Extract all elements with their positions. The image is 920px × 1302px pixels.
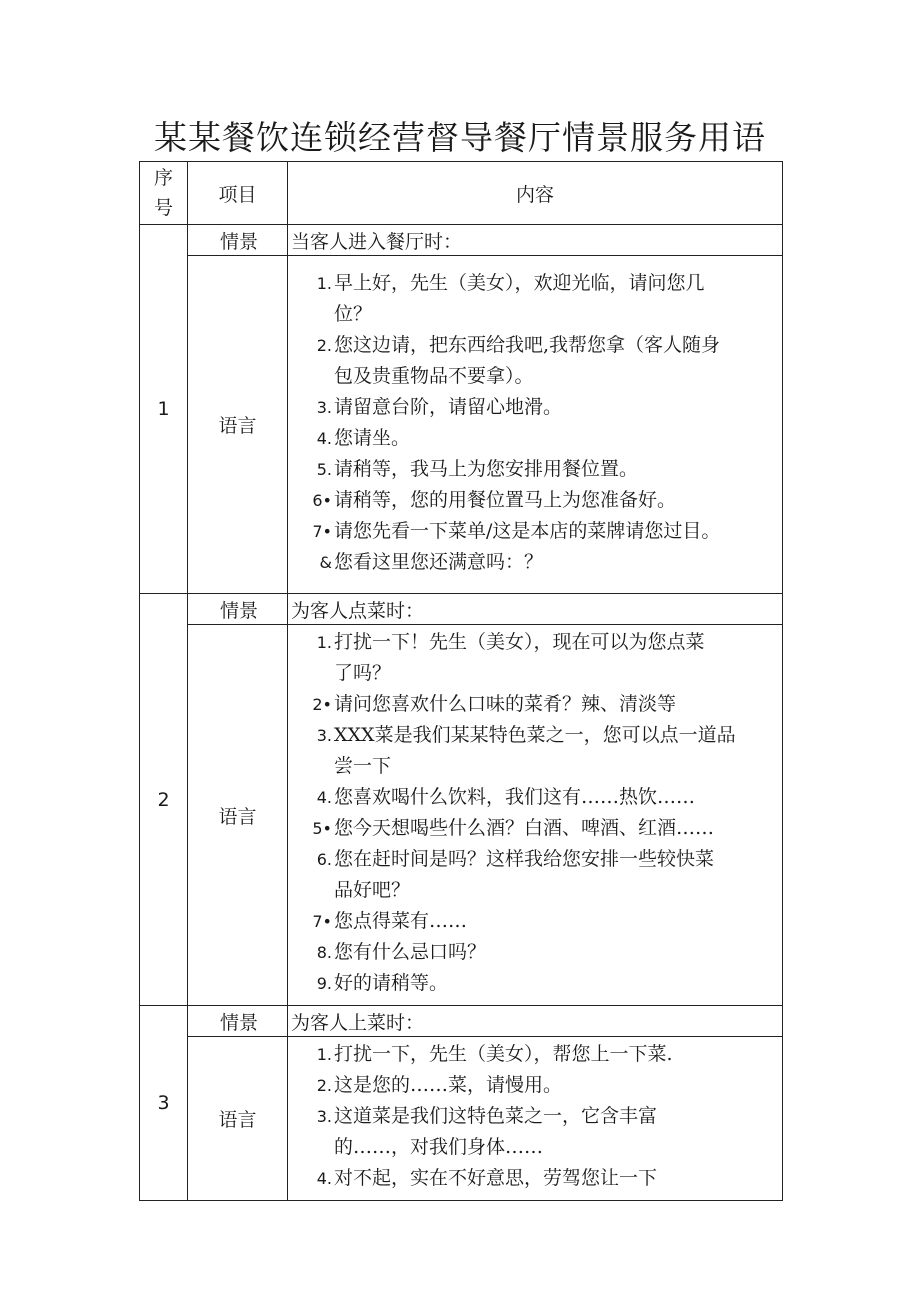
list-item: 3. XXX菜是我们某某特色菜之一，您可以点一道品 尝一下: [316, 724, 736, 777]
list-item: 1. 打扰一下！先生（美女），现在可以为您点菜 了吗？: [316, 631, 705, 684]
header-content: 内容: [288, 162, 783, 225]
table-row-scene: [140, 594, 783, 625]
scene-label: 情景: [188, 225, 288, 256]
table-row-scene: [140, 1006, 783, 1037]
header-number: 序 号: [140, 162, 188, 225]
language-label: 语言: [188, 1037, 288, 1201]
list-item: 6. 您在赶时间是吗？这样我给您安排一些较快菜 品好吧？: [316, 848, 715, 901]
list-item: 4. 您喜欢喝什么饮料，我们这有……热饮……: [316, 786, 696, 808]
scene-text: 当客人进入餐厅时：: [288, 225, 783, 256]
list-item: 3. 请留意台阶，请留心地滑。: [316, 396, 563, 418]
phrase-list: [288, 1037, 783, 1201]
header-project: 项目: [188, 162, 288, 225]
list-item: 4. 您请坐。: [316, 427, 411, 449]
language-label: 语言: [188, 625, 288, 1006]
list-item: 5. 请稍等，我马上为您安排用餐位置。: [316, 458, 639, 480]
document-title: 某某餐饮连锁经营督导餐厅情景服务用语: [154, 118, 766, 157]
table-row-language: [140, 256, 783, 594]
service-phrase-table: [139, 161, 783, 1201]
scene-label: 情景: [188, 1006, 288, 1037]
row-index: 2: [140, 594, 188, 1006]
language-label: 语言: [188, 256, 288, 594]
list-item: 2• 请问您喜欢什么口味的菜肴？辣、清淡等: [312, 693, 677, 715]
list-item: 2. 您这边请，把东西给我吧,我帮您拿（客人随身 包及贵重物品不要拿）。: [316, 334, 721, 387]
scene-text: 为客人点菜时：: [288, 594, 783, 625]
phrase-list: [288, 256, 783, 594]
list-item: 9. 好的请稍等。: [316, 972, 449, 994]
scene-label: 情景: [188, 594, 288, 625]
scene-text: 为客人上菜时：: [288, 1006, 783, 1037]
row-index: 1: [140, 225, 188, 594]
table-header-row: [140, 162, 783, 225]
list-item: 6• 请稍等，您的用餐位置马上为您准备好。: [312, 489, 677, 511]
list-item: 1. 打扰一下，先生（美女），帮您上一下菜.: [316, 1043, 673, 1065]
list-item: 8. 您有什么忌口吗？: [316, 941, 487, 963]
list-item: & 您看这里您还满意吗：？: [319, 551, 544, 573]
phrase-list: [288, 625, 783, 1006]
list-item: 7• 请您先看一下菜单/这是本店的菜牌请您过目。: [312, 520, 721, 542]
list-item: 7• 您点得菜有……: [312, 910, 468, 932]
table-row-language: [140, 625, 783, 1006]
list-item: 1. 早上好，先生（美女），欢迎光临，请问您几 位？: [316, 272, 705, 325]
list-item: 3. 这道菜是我们这特色菜之一，它含丰富 的……，对我们身体……: [316, 1105, 658, 1158]
list-item: 2. 这是您的……菜，请慢用。: [316, 1074, 563, 1096]
table-row-scene: [140, 225, 783, 256]
row-index: 3: [140, 1006, 188, 1201]
list-item: 4. 对不起，实在不好意思，劳驾您让一下: [316, 1167, 658, 1189]
table-row-language: [140, 1037, 783, 1201]
list-item: 5• 您今天想喝些什么酒？白酒、啤酒、红酒……: [312, 817, 715, 839]
